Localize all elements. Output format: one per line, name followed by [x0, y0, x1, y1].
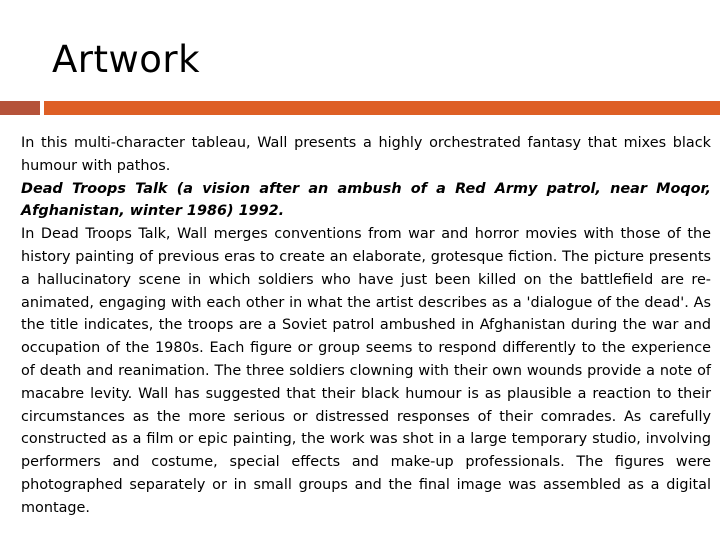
- slide-title: Artwork: [52, 38, 201, 81]
- slide-body: [21, 132, 711, 520]
- artwork-caption: Dead Troops Talk (a vision after an ambush of a Red Army patrol, near Moqor, Afghanistan, winter 1986) 1992.: [21, 180, 711, 220]
- accent-bar-right-segment: [44, 101, 720, 115]
- accent-bar-left-segment: [0, 101, 40, 115]
- intro-paragraph: In this multi-character tableau, Wall presents a highly orchestrated fantasy that mixes black humour with pathos.: [21, 135, 711, 174]
- description-paragraph: In Dead Troops Talk, Wall merges conventions from war and horror movies with those of the history painting of previous eras to create an elaborate, grotesque fiction. The picture presents a hallucinatory scene in which soldiers who have just been killed on the battlefield are re-animated, engaging with each other in what the artist describes as a 'dialogue of the dead'. As the title indicates, the troops are a Soviet patrol ambushed in Afghanistan during the war and occupation of the 1980s. Each figure or group seems to respond differently to the experience of death and reanimation. The three soldiers clowning with their own wounds provide a note of macabre levity. Wall has suggested that their black humour is as plausible a reaction to their circumstances as the more serious or distressed responses of their comrades. As carefully constructed as a film or epic painting, the work was shot in a large temporary studio, involving performers and costume, special effects and make-up professionals. The figures were photographed separately or in small groups and the final image was assembled as a digital montage.: [21, 226, 711, 516]
- title-accent-bar: [0, 101, 720, 115]
